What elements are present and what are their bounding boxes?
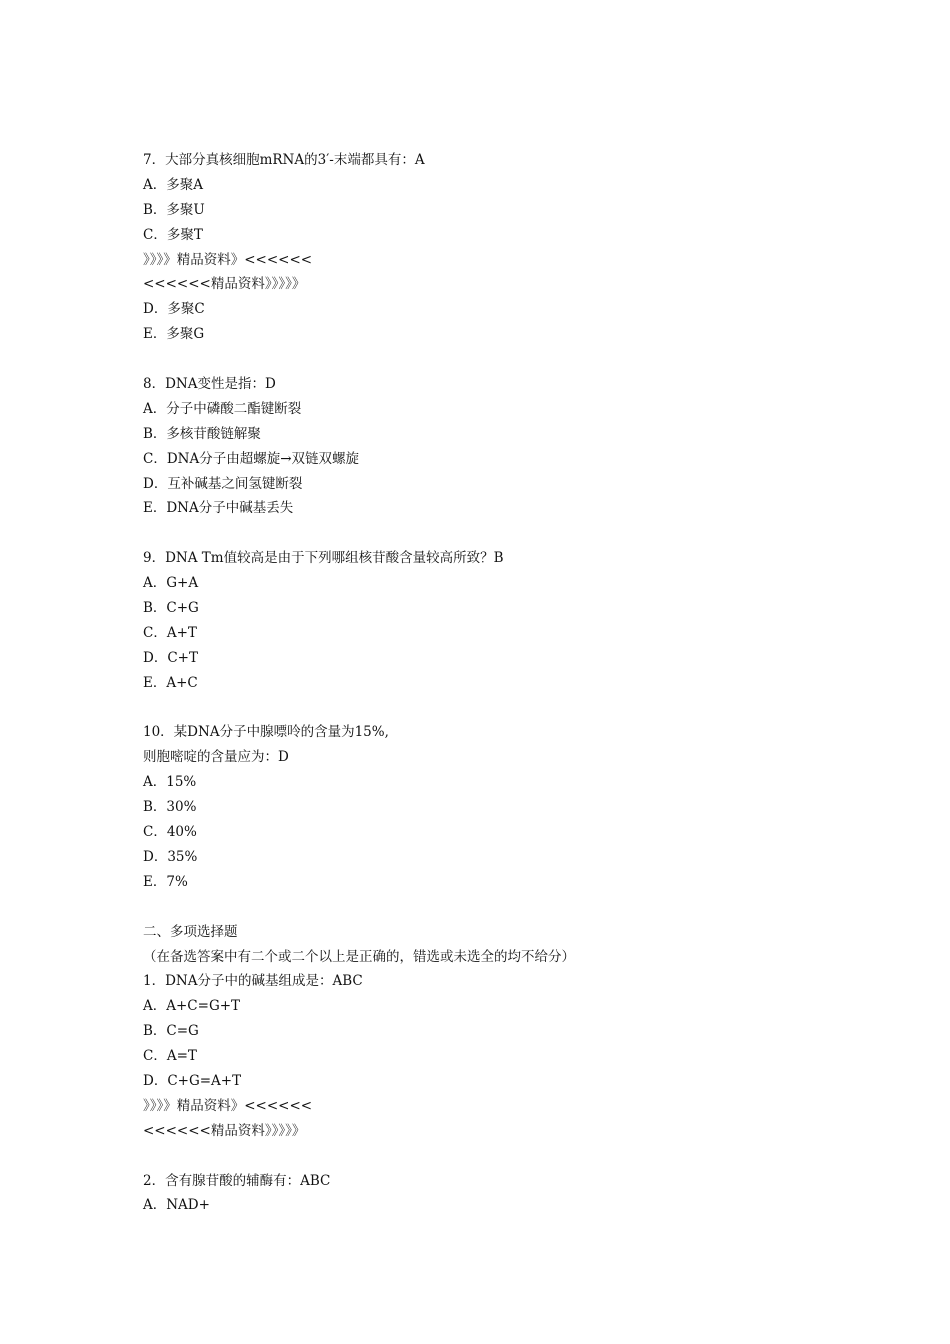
question-8-option-a: A．分子中磷酸二酯键断裂 — [143, 400, 302, 417]
question-9-stem: 9．DNA Tm值较高是由于下列哪组核苷酸含量较高所致？B — [143, 550, 504, 567]
watermark-line: 》》》》精品资料》<<<<<< — [143, 251, 313, 268]
question-8-option-b: B．多核苷酸链解聚 — [143, 425, 261, 442]
question-7-option-a: A．多聚A — [143, 176, 203, 193]
spacer — [143, 347, 843, 372]
watermark-line: 》》》》精品资料》<<<<<< — [143, 1097, 313, 1114]
document-body — [143, 148, 843, 1218]
multi-question-1-option-a: A．A+C=G+T — [143, 998, 241, 1015]
section-note: （在备选答案中有二个或二个以上是正确的，错选或未选全的均不给分） — [143, 948, 575, 965]
question-8-option-c: C．DNA分子由超螺旋→双链双螺旋 — [143, 450, 360, 467]
question-9-option-c: C．A+T — [143, 624, 197, 641]
question-7-option-b: B．多聚U — [143, 201, 205, 218]
multi-question-2-option-a: A．NAD+ — [143, 1197, 210, 1214]
question-10-option-e: E．7% — [143, 873, 188, 890]
question-7-option-d: D．多聚C — [143, 301, 205, 318]
question-8-stem: 8．DNA变性是指：D — [143, 376, 276, 393]
section-title: 二、多项选择题 — [143, 923, 238, 940]
question-10-option-a: A．15% — [143, 774, 197, 791]
multi-question-2-stem: 2．含有腺苷酸的辅酶有：ABC — [143, 1172, 331, 1189]
question-10-stem: 10．某DNA分子中腺嘌呤的含量为15%, — [143, 724, 389, 741]
question-10-option-d: D．35% — [143, 848, 198, 865]
question-7-option-c: C．多聚T — [143, 226, 203, 243]
question-10-stem-cont: 则胞嘧啶的含量应为：D — [143, 749, 289, 766]
question-9-option-b: B．C+G — [143, 600, 199, 617]
question-10-option-b: B．30% — [143, 799, 197, 816]
multi-question-1-option-d: D．C+G=A+T — [143, 1072, 242, 1089]
question-7-option-e: E．多聚G — [143, 326, 205, 343]
multi-question-1-option-c: C．A=T — [143, 1048, 197, 1065]
spacer — [143, 521, 843, 546]
multi-question-1-option-b: B．C=G — [143, 1023, 199, 1040]
spacer — [143, 895, 843, 920]
watermark-line: <<<<<<精品资料》》》》》 — [143, 276, 306, 293]
question-8-option-d: D．互补碱基之间氢键断裂 — [143, 475, 303, 492]
question-9-option-d: D．C+T — [143, 649, 198, 666]
multi-question-1-stem: 1．DNA分子中的碱基组成是：ABC — [143, 973, 363, 990]
spacer — [143, 1144, 843, 1169]
question-9-option-e: E．A+C — [143, 674, 198, 691]
watermark-line: <<<<<<精品资料》》》》》 — [143, 1122, 306, 1139]
question-8-option-e: E．DNA分子中碱基丢失 — [143, 500, 294, 517]
spacer — [143, 696, 843, 721]
question-7-stem: 7．大部分真核细胞mRNA的3′-末端都具有：A — [143, 152, 425, 168]
question-9-option-a: A．G+A — [143, 575, 199, 592]
question-10-option-c: C．40% — [143, 824, 197, 841]
